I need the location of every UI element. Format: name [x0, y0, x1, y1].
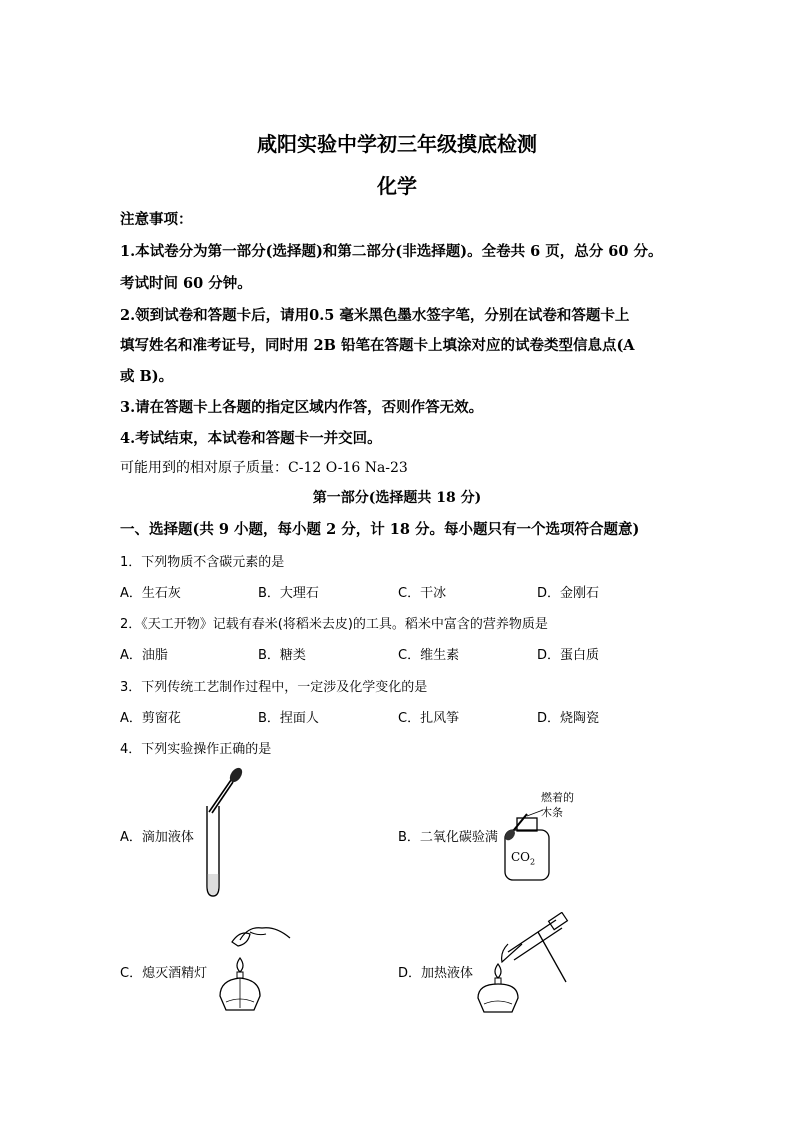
- atomic-mass-line: 可能用到的相对原子质量：C-12 O-16 Na-23: [120, 460, 408, 476]
- note-2b: 填写姓名和准考证号，同时用 2B 铅笔在答题卡上填涂对应的试卷类型信息点(A: [120, 337, 635, 354]
- alcohol-lamp-capping-figure: [210, 918, 300, 1020]
- q1-option-c[interactable]: C．干冰: [398, 586, 447, 601]
- q3-option-a[interactable]: A．剪窗花: [120, 711, 181, 726]
- note-1a: 1.本试卷分为第一部分(选择题)和第二部分(非选择题)。全卷共 6 页，总分 60 分。: [120, 243, 663, 260]
- question-3-stem: 3．下列传统工艺制作过程中，一定涉及化学变化的是: [120, 680, 428, 695]
- q4-option-c[interactable]: C．熄灭酒精灯: [120, 966, 208, 981]
- co2-label: $CO_2$: [511, 850, 536, 867]
- q4-option-b[interactable]: B．二氧化碳验满: [398, 830, 498, 845]
- q1-option-b[interactable]: B．大理石: [258, 586, 319, 601]
- note-3: 3.请在答题卡上各题的指定区域内作答，否则作答无效。: [120, 399, 484, 416]
- note-1b: 考试时间 60 分钟。: [120, 275, 252, 292]
- question-4-stem: 4．下列实验操作正确的是: [120, 742, 272, 757]
- q4-option-d[interactable]: D．加热液体: [398, 966, 474, 981]
- section-heading: 一、选择题(共 9 小题，每小题 2 分，计 18 分。每小题只有一个选项符合题意): [120, 521, 640, 538]
- q2-option-d[interactable]: D．蛋白质: [537, 648, 600, 663]
- dropper-test-tube-figure: [195, 766, 245, 901]
- question-2-stem: 2．《天工开物》记载有春米(将稻米去皮)的工具。稻米中富含的营养物质是: [120, 617, 548, 632]
- notes-heading: 注意事项：: [120, 211, 193, 228]
- note-4: 4.考试结束，本试卷和答题卡一并交回。: [120, 430, 382, 447]
- part1-heading: 第一部分(选择题共 18 分): [312, 490, 482, 506]
- q1-option-d[interactable]: D．金刚石: [537, 586, 600, 601]
- burning-splint-label-2: 木条: [541, 806, 563, 819]
- q2-option-a[interactable]: A．油脂: [120, 648, 168, 663]
- question-1-stem: 1．下列物质不含碳元素的是: [120, 555, 285, 570]
- subject-title: 化学: [377, 174, 417, 198]
- q3-option-c[interactable]: C．扎风筝: [398, 711, 460, 726]
- q3-option-b[interactable]: B．捏面人: [258, 711, 319, 726]
- burning-splint-label-1: 燃着的: [541, 791, 574, 804]
- q1-option-a[interactable]: A．生石灰: [120, 586, 181, 601]
- heating-test-tube-figure: [470, 912, 580, 1020]
- note-2c: 或 B)。: [120, 368, 174, 385]
- exam-title: 咸阳实验中学初三年级摸底检测: [257, 132, 537, 156]
- q2-option-c[interactable]: C．维生素: [398, 648, 460, 663]
- q2-option-b[interactable]: B．糖类: [258, 648, 306, 663]
- q4-option-a[interactable]: A．滴加液体: [120, 830, 194, 845]
- note-2a: 2.领到试卷和答题卡后，请用0.5 毫米黑色墨水签字笔，分别在试卷和答题卡上: [120, 307, 630, 324]
- q3-option-d[interactable]: D．烧陶瓷: [537, 711, 600, 726]
